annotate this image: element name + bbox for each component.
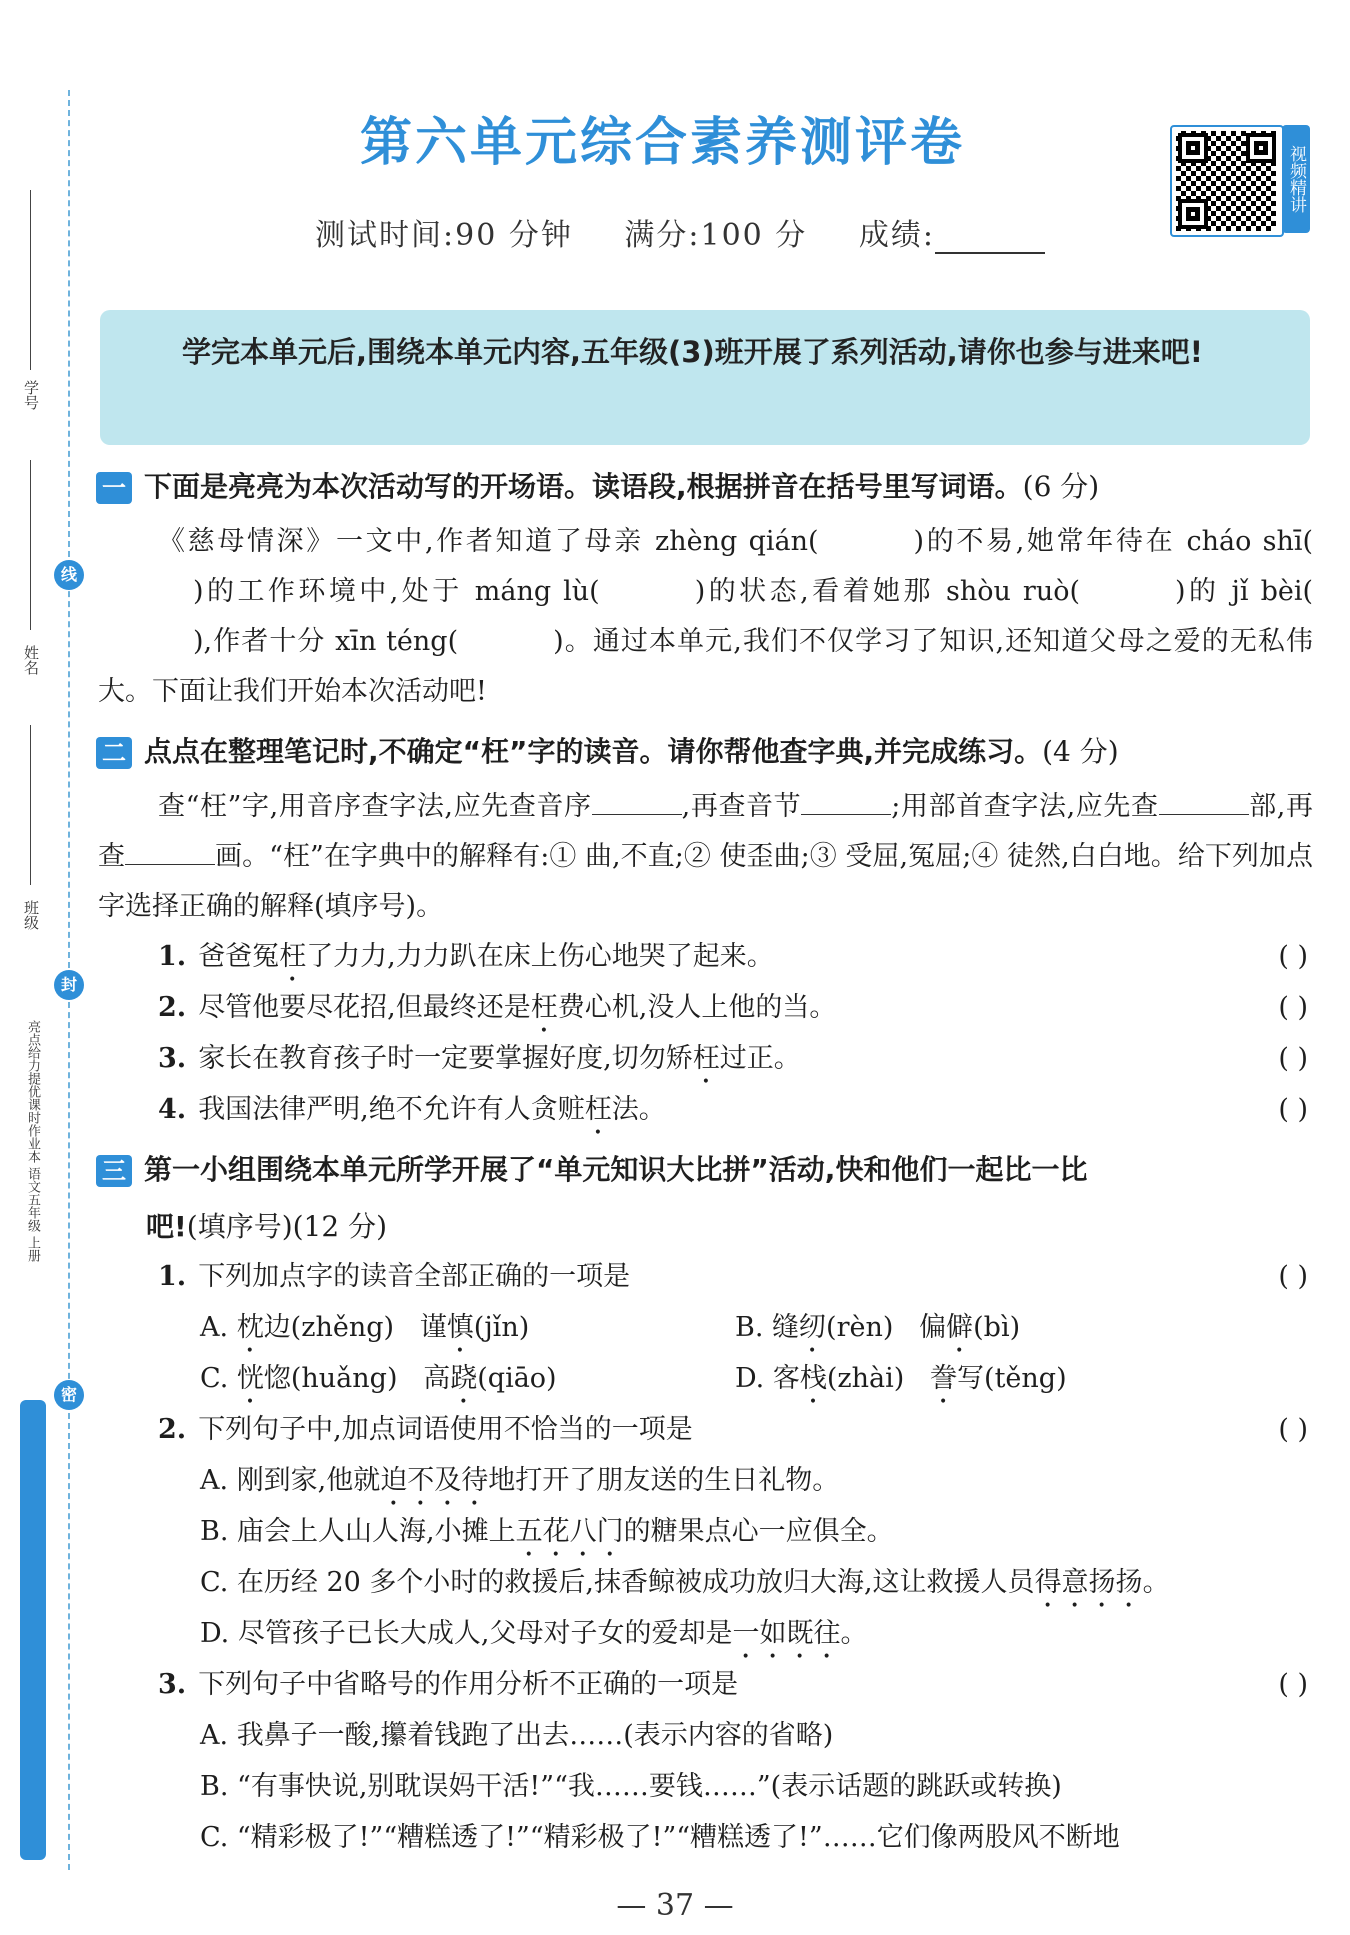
option-label: D. bbox=[200, 1618, 230, 1649]
margin-circle-mi: 密 bbox=[54, 1380, 84, 1410]
answer-paren[interactable]: ( ) bbox=[1278, 941, 1308, 972]
option-text: “精彩极了!”“糟糕透了!”“精彩极了!”“糟糕透了!”……它们像两股风不断地 bbox=[236, 1822, 1120, 1853]
margin-circle-feng: 封 bbox=[54, 970, 84, 1000]
passage-text: 《慈母情深》一文中,作者知道了母亲 zhèng qián( bbox=[158, 526, 819, 557]
question-text: 下列句子中,加点词语使用不恰当的一项是 bbox=[198, 1414, 693, 1445]
section-3-score: (填序号)(12 分) bbox=[186, 1210, 388, 1243]
option-text: 偏 bbox=[919, 1312, 947, 1343]
margin-circle-xian: 线 bbox=[54, 560, 84, 590]
intro-box: 学完本单元后,围绕本单元内容,五年级(3)班开展了系列活动,请你也参与进来吧! bbox=[100, 310, 1310, 445]
exam-full-score: 满分:100 分 bbox=[624, 218, 808, 253]
option-text: 尽管孩子已长大成人,父母对子女的爱却是 bbox=[237, 1618, 733, 1649]
item-number: 4. bbox=[158, 1094, 187, 1125]
question-number: 3. bbox=[158, 1669, 187, 1700]
s3-q2-option-d[interactable] bbox=[200, 1609, 867, 1665]
answer-blank[interactable] bbox=[125, 840, 215, 865]
qr-corner bbox=[1178, 199, 1208, 229]
option-text: 在历经 20 多个小时的救援后,抹香鲸被成功放归大海,这让救援人员 bbox=[236, 1567, 1035, 1598]
dotted-char: 枉 bbox=[692, 1043, 720, 1074]
margin-rule bbox=[30, 460, 31, 630]
qr-code-icon[interactable] bbox=[1170, 125, 1284, 237]
option-label: A. bbox=[200, 1312, 229, 1343]
question-text: 下列句子中省略号的作用分析不正确的一项是 bbox=[198, 1669, 739, 1700]
s3-q2-option-c[interactable] bbox=[200, 1558, 1170, 1614]
s3-q3-option-c[interactable] bbox=[200, 1813, 1120, 1863]
item-number: 3. bbox=[158, 1043, 187, 1074]
option-label: D. bbox=[735, 1363, 765, 1394]
dotted-phrase: 一如既往 bbox=[732, 1618, 841, 1649]
exam-score-label: 成绩: bbox=[858, 218, 935, 253]
page-number: — 37 — bbox=[616, 1888, 734, 1923]
s2-item-2 bbox=[158, 983, 1308, 1039]
dotted-char: 誊 bbox=[930, 1363, 958, 1394]
option-text: 惚(huǎng) bbox=[263, 1363, 398, 1394]
passage-text: ;用部首查字法,应先查 bbox=[891, 791, 1159, 822]
option-text: 。 bbox=[1142, 1567, 1170, 1598]
margin-label-book: 亮点给力提优课时作业本 语文五年级 上册 bbox=[25, 1020, 40, 1263]
dotted-phrase: 迫不及待 bbox=[380, 1465, 489, 1496]
option-text: 我鼻子一酸,攥着钱跑了出去……(表示内容的省略) bbox=[236, 1720, 834, 1751]
section-1-icon: 一 bbox=[96, 472, 132, 504]
option-text: 的糖果点心一应俱全。 bbox=[623, 1516, 894, 1547]
s3-q3-option-b[interactable] bbox=[200, 1762, 1062, 1812]
s2-item-4 bbox=[158, 1085, 1308, 1141]
passage-text: )的工作环境中,处于 máng lù( bbox=[193, 576, 600, 607]
margin-rule bbox=[30, 725, 31, 885]
option-label: C. bbox=[200, 1567, 229, 1598]
option-label: A. bbox=[200, 1465, 229, 1496]
s3-q2-option-a[interactable] bbox=[200, 1456, 839, 1512]
passage-text: 画。“枉”在字典中的解释有:① 曲,不直;② 使歪曲;③ 受屈,冤屈;④ 徒然,白白地。给下列加点字选择正确的解释(填序号)。 bbox=[98, 841, 1313, 922]
option-text: 地打开了朋友送的生日礼物。 bbox=[488, 1465, 840, 1496]
section-2-icon: 二 bbox=[96, 737, 132, 769]
margin-label-class: 班级 bbox=[22, 900, 40, 930]
answer-blank[interactable] bbox=[592, 790, 682, 815]
answer-paren[interactable]: ( ) bbox=[1278, 992, 1308, 1023]
answer-paren[interactable]: ( ) bbox=[1278, 1669, 1308, 1700]
item-number: 1. bbox=[158, 941, 187, 972]
option-label: A. bbox=[200, 1720, 229, 1751]
score-blank[interactable] bbox=[935, 226, 1045, 254]
option-label: B. bbox=[200, 1516, 229, 1547]
s3-q2 bbox=[158, 1405, 1308, 1455]
section-2-score: (4 分) bbox=[1042, 735, 1119, 768]
option-text: (qiāo) bbox=[477, 1363, 557, 1394]
passage-text: )的 jǐ bèi( bbox=[1175, 576, 1314, 607]
item-text: 爸爸冤 bbox=[198, 941, 280, 972]
s3-q1-option-a[interactable] bbox=[200, 1303, 529, 1359]
option-text: 。 bbox=[840, 1618, 868, 1649]
option-text: (zhài) bbox=[826, 1363, 905, 1394]
answer-blank[interactable] bbox=[1159, 790, 1249, 815]
dotted-phrase: 五花八门 bbox=[515, 1516, 624, 1547]
s3-q1 bbox=[158, 1252, 1308, 1302]
section-2-title: 点点在整理笔记时,不确定“枉”字的读音。请你帮他查字典,并完成练习。 bbox=[144, 735, 1043, 768]
option-label: C. bbox=[200, 1363, 229, 1394]
option-text: 缝 bbox=[772, 1312, 800, 1343]
qr-corner bbox=[1246, 133, 1276, 163]
section-2-heading bbox=[96, 730, 1119, 770]
item-text: 了力力,力力趴在床上伤心地哭了起来。 bbox=[306, 941, 774, 972]
s2-item-3 bbox=[158, 1034, 1308, 1090]
answer-paren[interactable]: ( ) bbox=[1278, 1261, 1308, 1292]
dotted-char: 栈 bbox=[799, 1363, 827, 1394]
qr-corner bbox=[1178, 133, 1208, 163]
section-3-heading bbox=[96, 1148, 1087, 1188]
section-1-title: 下面是亮亮为本次活动写的开场语。读语段,根据拼音在括号里写词语。 bbox=[144, 470, 1023, 503]
option-label: B. bbox=[200, 1771, 229, 1802]
item-text: 尽管他要尽花招,但最终还是 bbox=[198, 992, 531, 1023]
option-text: (rèn) bbox=[826, 1312, 894, 1343]
question-number: 2. bbox=[158, 1414, 187, 1445]
s2-item-1 bbox=[158, 932, 1308, 988]
answer-paren[interactable]: ( ) bbox=[1278, 1414, 1308, 1445]
dotted-char: 僻 bbox=[946, 1312, 974, 1343]
section-2-passage bbox=[98, 782, 1313, 932]
dotted-char: 纫 bbox=[799, 1312, 827, 1343]
section-3-heading-cont bbox=[146, 1205, 387, 1245]
passage-text: )的不易,她常年待在 cháo shī( bbox=[913, 526, 1314, 557]
option-text: 客 bbox=[772, 1363, 800, 1394]
s3-q2-option-b[interactable] bbox=[200, 1507, 894, 1563]
section-3-title-cont: 吧! bbox=[146, 1210, 187, 1243]
dotted-phrase: 得意扬扬 bbox=[1034, 1567, 1143, 1598]
answer-blank[interactable] bbox=[801, 790, 891, 815]
option-text: 谨 bbox=[419, 1312, 447, 1343]
passage-text: ),作者十分 xīn téng( bbox=[193, 626, 459, 657]
dotted-char: 慎 bbox=[446, 1312, 474, 1343]
section-3-title: 第一小组围绕本单元所学开展了“单元知识大比拼”活动,快和他们一起比一比 bbox=[144, 1153, 1088, 1186]
section-3-icon: 三 bbox=[96, 1155, 132, 1187]
dotted-char: 枉 bbox=[530, 992, 558, 1023]
section-1-heading bbox=[96, 465, 1099, 505]
option-text: 写(těng) bbox=[957, 1363, 1067, 1394]
option-text: (bì) bbox=[973, 1312, 1021, 1343]
margin-rule bbox=[30, 190, 31, 370]
answer-paren[interactable]: ( ) bbox=[1278, 1043, 1308, 1074]
margin-label-name: 姓名 bbox=[22, 645, 40, 675]
passage-text: 部,再查 bbox=[98, 791, 1313, 872]
dotted-char: 恍 bbox=[236, 1363, 264, 1394]
item-text: 法。 bbox=[611, 1094, 666, 1125]
option-text: 庙会上人山人海,小摊上 bbox=[237, 1516, 516, 1547]
page-title: 第六单元综合素养测评卷 bbox=[360, 112, 966, 173]
item-text: 我国法律严明,绝不允许有人贪赃 bbox=[198, 1094, 585, 1125]
qr-label: 视频精讲 bbox=[1282, 125, 1310, 233]
s3-q1-option-d[interactable] bbox=[735, 1354, 1067, 1410]
item-text: 过正。 bbox=[719, 1043, 801, 1074]
binding-margin bbox=[0, 0, 70, 1935]
option-text: 高 bbox=[423, 1363, 451, 1394]
dotted-char: 跷 bbox=[450, 1363, 478, 1394]
option-text: 边(zhěng) bbox=[263, 1312, 395, 1343]
dotted-char: 枉 bbox=[279, 941, 307, 972]
s3-q1-option-c[interactable] bbox=[200, 1354, 557, 1410]
s3-q3-option-a[interactable] bbox=[200, 1711, 833, 1761]
option-label: C. bbox=[200, 1822, 229, 1853]
dotted-char: 枕 bbox=[236, 1312, 264, 1343]
section-1-score: (6 分) bbox=[1022, 470, 1100, 503]
option-text: 刚到家,他就 bbox=[236, 1465, 381, 1496]
passage-text: )的状态,看着她那 shòu ruò( bbox=[694, 576, 1081, 607]
s3-q3 bbox=[158, 1660, 1308, 1710]
option-text: (jǐn) bbox=[473, 1312, 530, 1343]
passage-text: 查“枉”字,用音序查字法,应先查音序 bbox=[158, 791, 592, 822]
answer-paren[interactable]: ( ) bbox=[1278, 1094, 1308, 1125]
passage-text: )。通过本单元,我们不仅学习了知识,还知道父母之爱的无私伟大。下面让我们开始本次活动吧! bbox=[98, 626, 1313, 707]
s3-q1-option-b[interactable] bbox=[735, 1303, 1020, 1359]
item-number: 2. bbox=[158, 992, 187, 1023]
exam-meta bbox=[315, 210, 1085, 254]
dotted-char: 枉 bbox=[584, 1094, 612, 1125]
option-text: “有事快说,别耽误妈干活!”“我……要钱……”(表示话题的跳跃或转换) bbox=[237, 1771, 1062, 1802]
item-text: 家长在教育孩子时一定要掌握好度,切勿矫 bbox=[198, 1043, 693, 1074]
passage-text: ,再查音节 bbox=[681, 791, 802, 822]
exam-time: 测试时间:90 分钟 bbox=[315, 218, 573, 253]
item-text: 费心机,没人上他的当。 bbox=[557, 992, 837, 1023]
margin-blue-tab bbox=[20, 1400, 46, 1860]
question-number: 1. bbox=[158, 1261, 187, 1292]
question-text: 下列加点字的读音全部正确的一项是 bbox=[198, 1261, 631, 1292]
section-1-passage bbox=[98, 517, 1313, 717]
margin-label-student-id: 学号 bbox=[22, 380, 40, 410]
option-label: B. bbox=[735, 1312, 764, 1343]
